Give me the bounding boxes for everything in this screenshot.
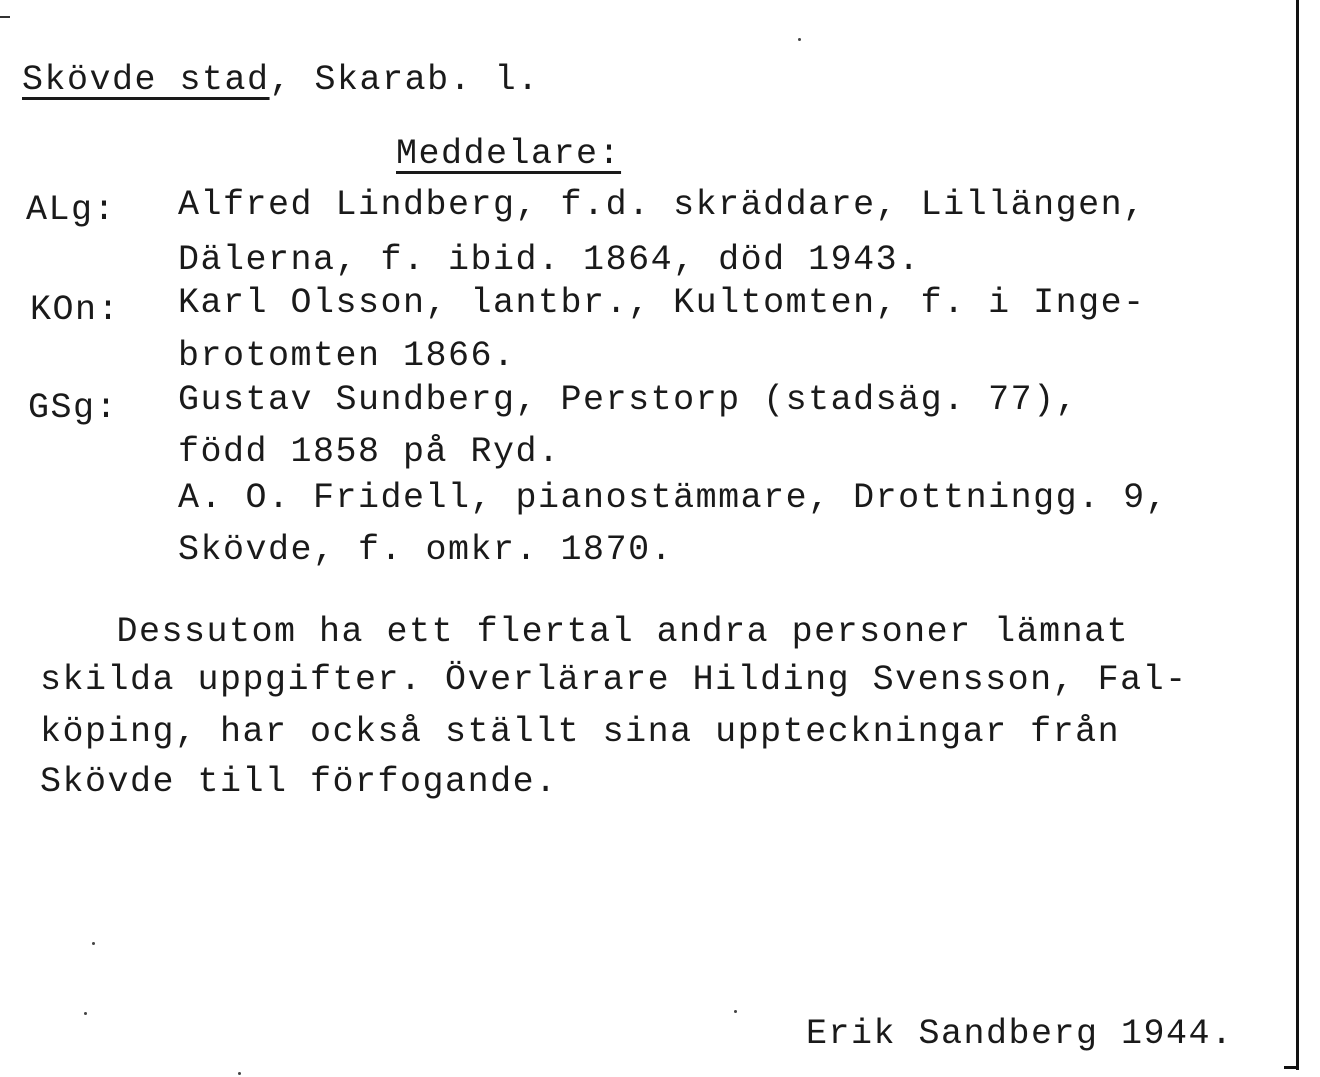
informant-line: född 1858 på Ryd. xyxy=(178,432,561,472)
scan-speck xyxy=(734,1010,737,1013)
informant-line: Gustav Sundberg, Perstorp (stadsäg. 77), xyxy=(178,380,1079,420)
scan-speck xyxy=(92,942,95,945)
informant-line: Dälerna, f. ibid. 1864, död 1943. xyxy=(178,240,921,280)
informant-line: Skövde, f. omkr. 1870. xyxy=(178,530,674,570)
paragraph-line: Skövde till förfogande. xyxy=(40,762,558,802)
place-region: , Skarab. l. xyxy=(269,60,540,100)
informant-code: KOn: xyxy=(30,290,121,330)
informant-line: brotomten 1866. xyxy=(178,336,516,376)
scan-speck xyxy=(238,1072,241,1075)
paragraph-line: Dessutom ha ett flertal andra personer lämnat xyxy=(4,612,1130,652)
card-header xyxy=(22,60,540,100)
scan-speck xyxy=(84,1012,87,1015)
signature: Erik Sandberg 1944. xyxy=(806,1014,1234,1054)
informant-code: ALg: xyxy=(26,190,117,230)
place-name: Skövde stad xyxy=(22,60,270,100)
paragraph-line: skilda uppgifter. Överlärare Hilding Svensson, Fal- xyxy=(40,660,1188,700)
corner-mark xyxy=(0,16,10,18)
paragraph-line: köping, har också ställt sina uppteckningar från xyxy=(40,712,1121,752)
card-right-border xyxy=(1296,0,1299,1070)
scan-speck xyxy=(798,38,801,41)
informants-heading: Meddelare: xyxy=(396,134,622,174)
informant-line: Alfred Lindberg, f.d. skräddare, Lillängen, xyxy=(178,185,1146,225)
informant-code: GSg: xyxy=(28,388,119,428)
informant-line: Karl Olsson, lantbr., Kultomten, f. i Inge- xyxy=(178,283,1146,323)
card-bottom-corner xyxy=(1284,1066,1298,1069)
informant-line: A. O. Fridell, pianostämmare, Drottningg. 9, xyxy=(178,478,1169,518)
